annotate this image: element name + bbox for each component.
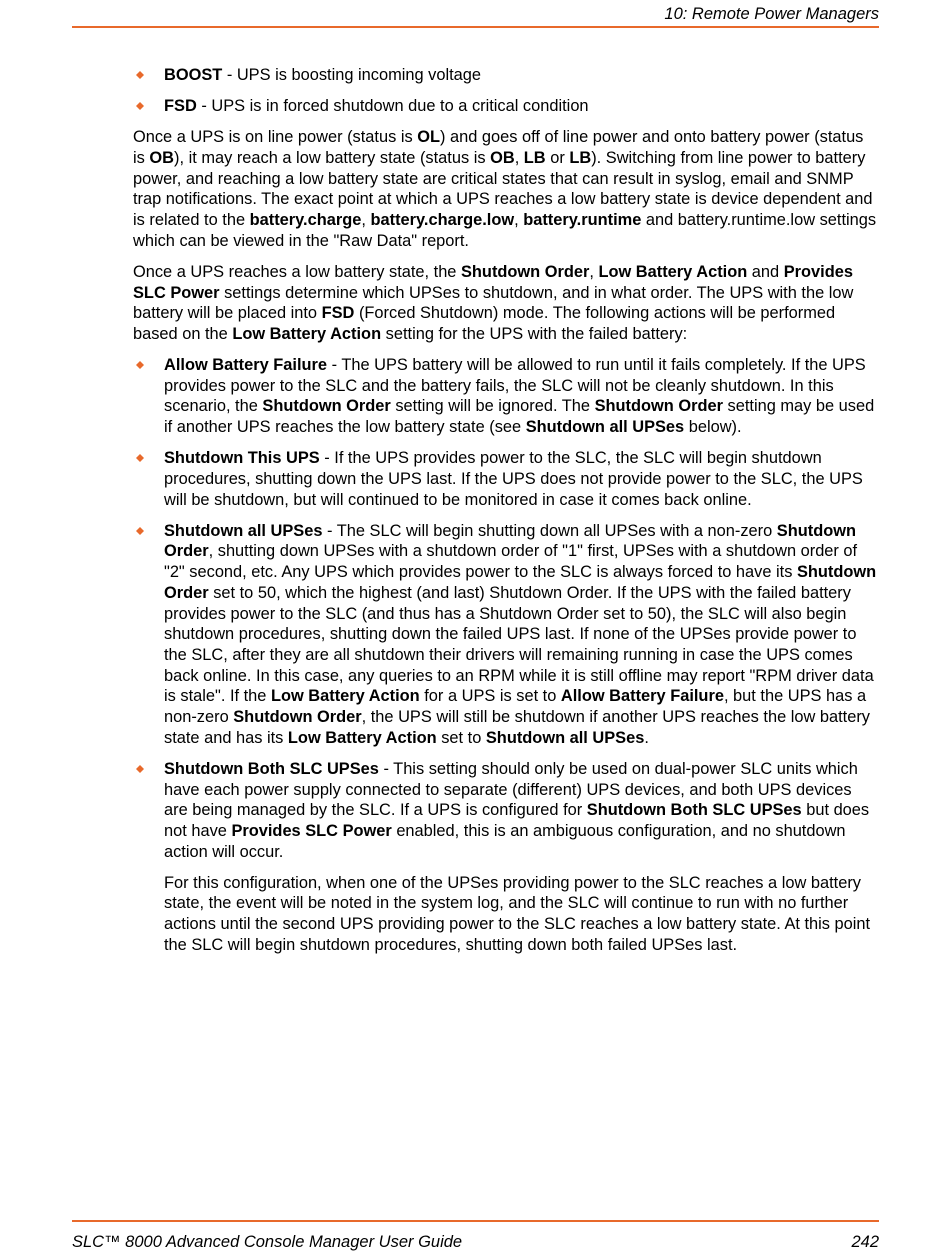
list-item-shutdown-both-slc-upses (133, 759, 878, 863)
list-item-shutdown-this-ups (133, 448, 878, 510)
text: - This setting should only be used on dual-power SLC units which have each power supply connected to separate (different) UPS devices, and both UPS devices are being managed by the SLC. If a UPS is configured for (164, 759, 858, 820)
list-item-shutdown-all-upses (133, 521, 878, 749)
term: Shutdown Both SLC UPSes (586, 801, 802, 820)
text: , but the UPS has a non-zero (164, 687, 867, 727)
term: Provides SLC Power (231, 821, 392, 840)
text: ). Switching from line power to battery power, and reaching a low battery state are critical states that can result in syslog, email and SNMP trap notifications. The exact point at which a UPS reaches a low battery state is device dependent and is related to the (133, 148, 873, 229)
text: (Forced Shutdown) mode. The following actions will be performed based on the (133, 304, 836, 343)
text: or (545, 148, 570, 167)
text: but does not have (164, 801, 870, 840)
term: OB (149, 148, 174, 167)
diamond-bullet-icon (136, 71, 144, 79)
term: Allow Battery Failure (560, 687, 724, 706)
text: enabled, this is an ambiguous configuration, and no shutdown action will occur. (164, 821, 846, 861)
page-header (72, 4, 879, 24)
text: setting may be used if another UPS reaches the low battery state (see (164, 397, 875, 437)
term: Shutdown all UPSes (485, 728, 645, 747)
text: , (514, 211, 524, 229)
text: , shutting down UPSes with a shutdown order of "1" first, UPSes with a shutdown order of "2" second, etc. Any UPS which provides power to the SLC is always forced to have its (164, 542, 858, 582)
term: Shutdown Both SLC UPSes (164, 759, 379, 778)
text: - The UPS battery will be allowed to run until it fails completely. If the UPS provides power to the SLC and the battery fails, the SLC will not be cleanly shutdown. In this scenario, the (164, 356, 866, 416)
page-footer (72, 1232, 879, 1252)
text: - If the UPS provides power to the SLC, the SLC will begin shutdown procedures, shutting down the UPS last. If the UPS does not provide power to the SLC, the UPS will be shutdown, but will continued to be monitored in case it comes back online. (164, 449, 863, 509)
diamond-bullet-icon (136, 361, 144, 369)
text: , the UPS will still be shutdown if another UPS reaches the low battery state and has its (164, 708, 870, 747)
term: Shutdown all UPSes (164, 521, 323, 540)
text: - The SLC will begin shutting down all UPSes with a non-zero (322, 521, 777, 540)
diamond-bullet-icon (136, 527, 144, 535)
list-item-boost (133, 65, 878, 86)
term: OB (490, 148, 515, 167)
paragraph-dual-power-config: For this configuration, when one of the UPSes providing power to the SLC reaches a low battery state, the event will be noted in the system log, and the SLC will continue to run with no further actions until the second UPS providing power to the SLC reaches a low battery state. At this point the SLC will begin shutdown procedures, shutting down both failed UPSes last. (164, 873, 871, 954)
text: below). (684, 418, 742, 437)
text: . (644, 728, 649, 747)
term: Shutdown Order (460, 262, 590, 281)
header-divider (72, 26, 879, 28)
description: - UPS is in forced shutdown due to a critical condition (196, 97, 589, 116)
text: settings determine which UPSes to shutdown, and in what order. The UPS with the low battery will be placed into (133, 283, 854, 323)
term: Shutdown Order (164, 521, 856, 561)
text: , (514, 148, 524, 167)
term: Provides SLC Power (133, 262, 853, 302)
term: Shutdown Order (233, 708, 362, 727)
text: , (589, 262, 599, 281)
diamond-bullet-icon (136, 102, 144, 110)
text: ) and goes off of line power and onto battery power (status is (133, 128, 864, 167)
text: setting for the UPS with the failed battery: (381, 324, 688, 343)
term: battery.charge (249, 211, 362, 229)
list-item-allow-battery-failure (133, 355, 878, 438)
text: for a UPS is set to (419, 687, 561, 706)
text: and battery.runtime.low settings which can be viewed in the "Raw Data" report. (133, 211, 877, 250)
term: BOOST (164, 66, 223, 84)
term: Shutdown Order (262, 397, 391, 416)
text: Once a UPS reaches a low battery state, the (133, 262, 461, 281)
text: set to 50, which the highest (and last) Shutdown Order. If the UPS with the failed battery provides power to the SLC (and thus has a Shutdown Order set to 50), the SLC will also begin shutdown procedures, shutting down the failed UPS last. If none of the UPSes provide power to the SLC, after they are all shutdown their drivers will remaining running in case the UPS comes back online. In this case, any queries to an RPM while it is still offline may report "RPM driver data is stale". If the (164, 583, 874, 706)
text: Once a UPS is on line power (status is (133, 128, 418, 147)
list-item-fsd (133, 96, 878, 117)
page-number: 242 (851, 1233, 879, 1251)
term: Shutdown all UPSes (525, 418, 685, 437)
term: Shutdown Order (164, 563, 877, 602)
page-content (133, 65, 878, 966)
term: Low Battery Action (232, 324, 382, 343)
text: and (747, 262, 784, 281)
term: LB (523, 148, 546, 167)
term: battery.charge.low (370, 211, 515, 229)
term: LB (569, 148, 592, 167)
description: - UPS is boosting incoming voltage (222, 66, 482, 84)
footer-divider (72, 1220, 879, 1222)
term: Low Battery Action (270, 687, 420, 706)
term: FSD (164, 97, 197, 116)
term: Shutdown This UPS (164, 449, 320, 468)
term: battery.runtime (523, 211, 642, 229)
text: ), it may reach a low battery state (status is (174, 148, 491, 167)
diamond-bullet-icon (136, 765, 144, 773)
diamond-bullet-icon (136, 454, 144, 462)
term: Low Battery Action (287, 728, 437, 747)
text: setting will be ignored. The (390, 397, 595, 416)
term: OL (417, 128, 440, 147)
term: Low Battery Action (598, 262, 748, 281)
term: Shutdown Order (594, 397, 723, 416)
term: FSD (321, 304, 355, 323)
term: Allow Battery Failure (164, 356, 328, 374)
text: set to (436, 728, 486, 747)
text: , (361, 211, 371, 229)
paragraph-battery-states (133, 127, 878, 251)
guide-title: SLC™ 8000 Advanced Console Manager User Guide (72, 1233, 463, 1251)
paragraph-low-battery (133, 262, 878, 345)
chapter-title: 10: Remote Power Managers (664, 5, 879, 23)
